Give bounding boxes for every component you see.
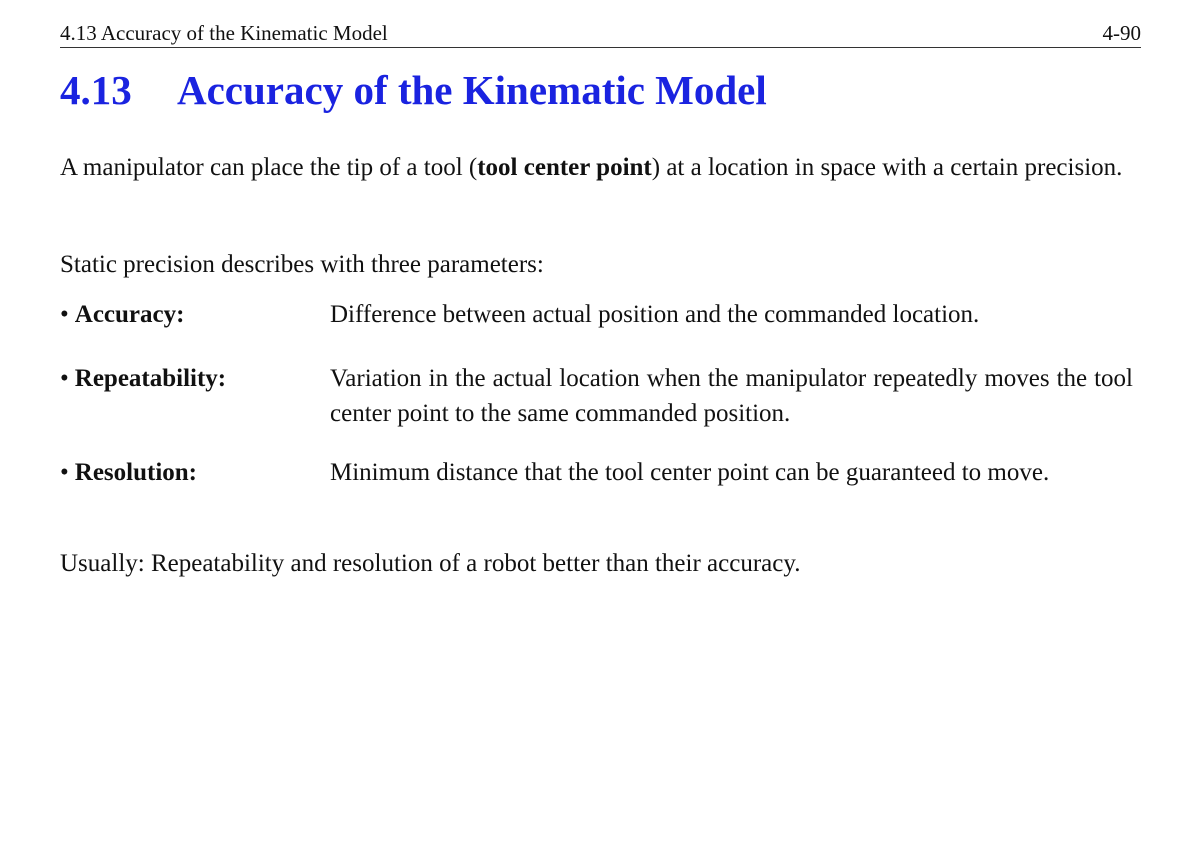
summary-paragraph: Usually: Repeatability and resolution of a robot better than their accuracy. xyxy=(60,550,801,577)
bullet-icon: • xyxy=(60,301,69,328)
bullet-icon: • xyxy=(60,365,69,392)
definition-term xyxy=(60,361,325,396)
document-page xyxy=(60,0,1141,849)
header-section-title: 4.13 Accuracy of the Kinematic Model xyxy=(60,21,388,45)
definition-term xyxy=(60,455,325,490)
section-number: 4.13 xyxy=(60,67,132,113)
running-header xyxy=(60,19,1141,48)
definition-term xyxy=(60,297,325,332)
intro-text-before: A manipulator can place the tip of a tool ( xyxy=(60,154,478,181)
intro-paragraph xyxy=(60,150,1141,185)
definition-description: Minimum distance that the tool center point can be guaranteed to move. xyxy=(330,459,1050,486)
definition-term-label: Repeatability: xyxy=(74,365,227,392)
header-page-number: 4-90 xyxy=(1102,21,1141,45)
definition-term-label: Resolution: xyxy=(74,459,197,486)
intro-bold-term: tool center point xyxy=(477,154,652,181)
definition-description: Difference between actual position and the commanded location. xyxy=(330,301,980,328)
bullet-icon: • xyxy=(60,459,69,486)
definition-term-label: Accuracy: xyxy=(74,301,185,328)
definition-description: Variation in the actual location when the manipulator repeatedly moves the tool center point to the same commanded position. xyxy=(330,365,1133,427)
section-title: Accuracy of the Kinematic Model xyxy=(177,67,767,113)
intro-text-after: ) at a location in space with a certain precision. xyxy=(651,154,1123,181)
section-heading xyxy=(60,64,767,116)
static-precision-paragraph: Static precision describes with three parameters: xyxy=(60,251,544,278)
